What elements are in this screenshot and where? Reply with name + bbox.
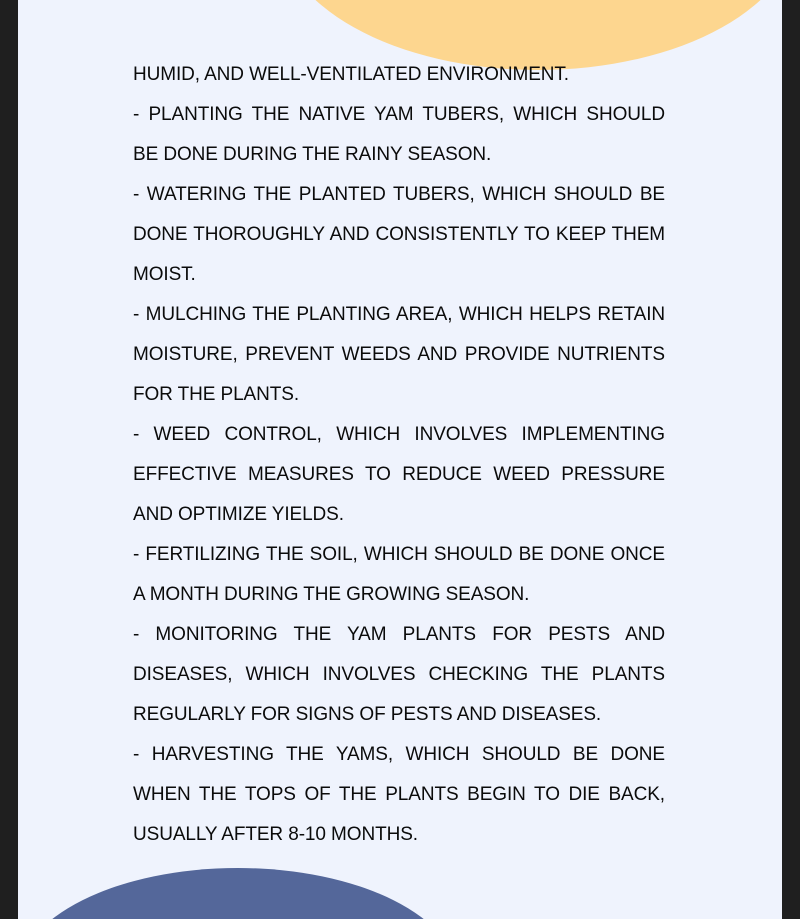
document-page[interactable] [18, 0, 782, 919]
paragraph-fertilizing: - FERTILIZING THE SOIL, WHICH SHOULD BE DONE ONCE A MONTH DURING THE GROWING SEASON. [133, 544, 665, 605]
paragraph-weed-control: - WEED CONTROL, WHICH INVOLVES IMPLEMENTING EFFECTIVE MEASURES TO REDUCE WEED PRESSURE AND OPTIMIZE YIELDS. [133, 424, 665, 525]
paragraph-mulching: - MULCHING THE PLANTING AREA, WHICH HELPS RETAIN MOISTURE, PREVENT WEEDS AND PROVIDE NUTRIENTS FOR THE PLANTS. [133, 304, 665, 405]
paragraph-planting: - PLANTING THE NATIVE YAM TUBERS, WHICH SHOULD BE DONE DURING THE RAINY SEASON. [133, 104, 665, 165]
decorative-bottom-blob [18, 868, 458, 919]
paragraph-environment: HUMID, AND WELL-VENTILATED ENVIRONMENT. [133, 64, 569, 85]
document-text [133, 55, 665, 855]
paragraph-watering: - WATERING THE PLANTED TUBERS, WHICH SHOULD BE DONE THOROUGHLY AND CONSISTENTLY TO KEEP THEM MOIST. [133, 184, 665, 285]
paragraph-monitoring: - MONITORING THE YAM PLANTS FOR PESTS AND DISEASES, WHICH INVOLVES CHECKING THE PLANTS REGULARLY FOR SIGNS OF PESTS AND DISEASES. [133, 624, 665, 725]
paragraph-harvesting: - HARVESTING THE YAMS, WHICH SHOULD BE DONE WHEN THE TOPS OF THE PLANTS BEGIN TO DIE BACK, USUALLY AFTER 8-10 MONTHS. [133, 744, 665, 845]
